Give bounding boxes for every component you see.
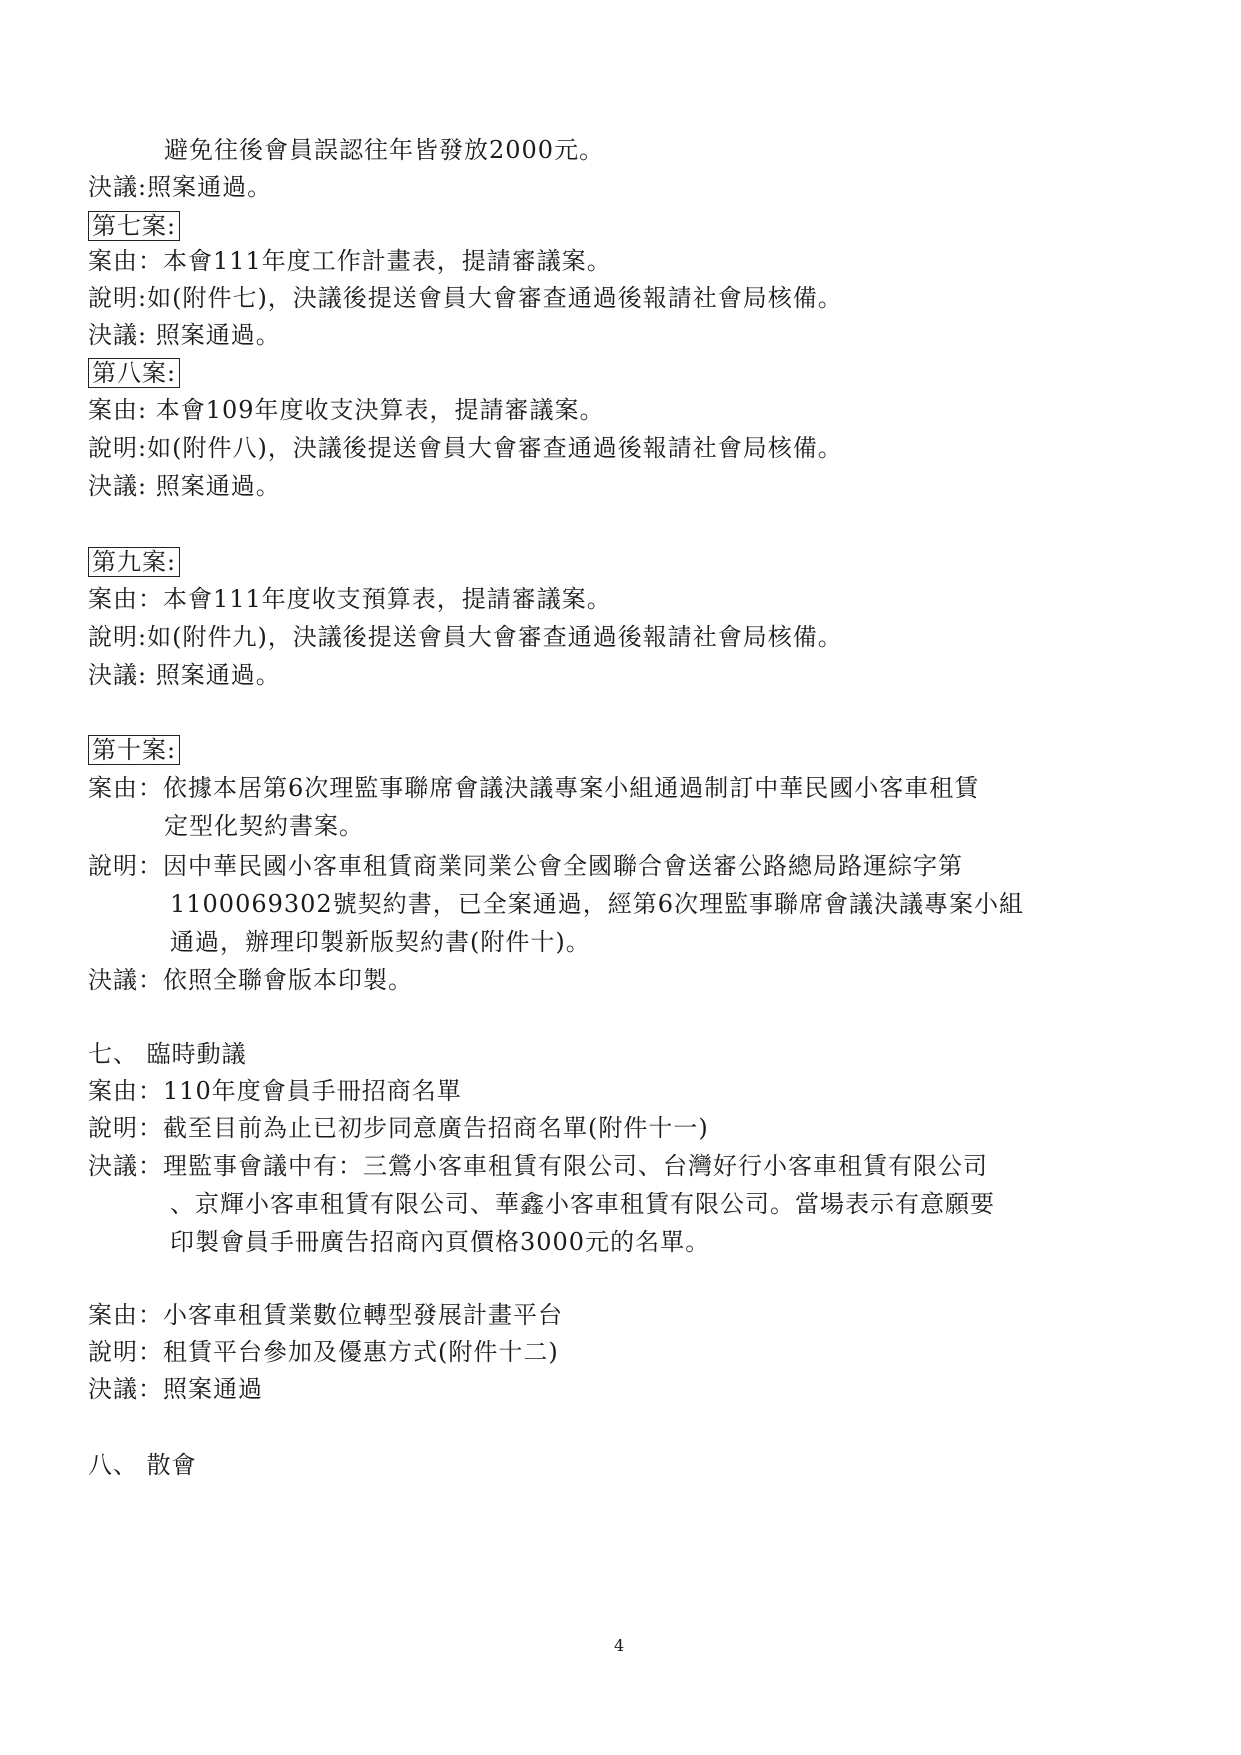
case10-reason-line2: 定型化契約書案。 (164, 812, 364, 840)
case8-resolution: 決議: 照案通過。 (88, 472, 281, 500)
section7-item2-explain: 說明：租賃平台參加及優惠方式(附件十二) (88, 1338, 559, 1366)
case10-reason-line1: 案由：依據本居第6次理監事聯席會議決議專案小組通過制訂中華民國小客車租賃 (88, 774, 980, 802)
case10-resolution: 決議：依照全聯會版本印製。 (88, 966, 413, 994)
case7-explain: 說明:如(附件七)，決議後提送會員大會審查通過後報請社會局核備。 (88, 284, 843, 312)
section8-heading: 八、 散會 (88, 1451, 197, 1479)
section7-item1-resolution-line2: 、京輝小客車租賃有限公司、華鑫小客車租賃有限公司。當場表示有意願要 (170, 1190, 995, 1218)
section7-item2-reason: 案由：小客車租賃業數位轉型發展計畫平台 (88, 1301, 563, 1329)
case9-explain: 說明:如(附件九)，決議後提送會員大會審查通過後報請社會局核備。 (88, 623, 843, 651)
section7-item2-resolution: 決議：照案通過 (88, 1375, 263, 1403)
continuation-text: 避免往後會員誤認往年皆發放2000元。 (164, 136, 605, 164)
section7-item1-explain: 說明：截至目前為止已初步同意廣告招商名單(附件十一) (88, 1114, 709, 1142)
section7-item1-resolution-line1: 決議：理監事會議中有：三鶯小客車租賃有限公司、台灣好行小客車租賃有限公司 (88, 1152, 988, 1180)
case8-explain: 說明:如(附件八)，決議後提送會員大會審查通過後報請社會局核備。 (88, 434, 843, 462)
case7-resolution: 決議: 照案通過。 (88, 321, 281, 349)
case10-explain-line1: 說明：因中華民國小客車租賃商業同業公會全國聯合會送審公路總局路運綜字第 (88, 852, 963, 880)
case8-label: 第八案: (88, 358, 180, 388)
case10-label: 第十案: (88, 735, 180, 765)
case10-explain-line2: 1100069302號契約書，已全案通過，經第6次理監事聯席會議決議專案小組 (170, 890, 1024, 918)
previous-resolution: 決議:照案通過。 (88, 173, 273, 201)
case9-reason: 案由：本會111年度收支預算表，提請審議案。 (88, 585, 612, 613)
case7-reason: 案由：本會111年度工作計畫表，提請審議案。 (88, 247, 612, 275)
case9-resolution: 決議: 照案通過。 (88, 661, 281, 689)
case10-explain-line3: 通過，辦理印製新版契約書(附件十)。 (170, 928, 591, 956)
section7-item1-reason: 案由：110年度會員手冊招商名單 (88, 1077, 462, 1105)
section7-item1-resolution-line3: 印製會員手冊廣告招商內頁價格3000元的名單。 (170, 1228, 711, 1256)
page-number: 4 (614, 1636, 625, 1655)
case8-reason: 案由: 本會109年度收支決算表，提請審議案。 (88, 396, 605, 424)
case7-label: 第七案: (88, 211, 180, 241)
section7-heading: 七、 臨時動議 (88, 1040, 247, 1068)
case9-label: 第九案: (88, 547, 180, 577)
